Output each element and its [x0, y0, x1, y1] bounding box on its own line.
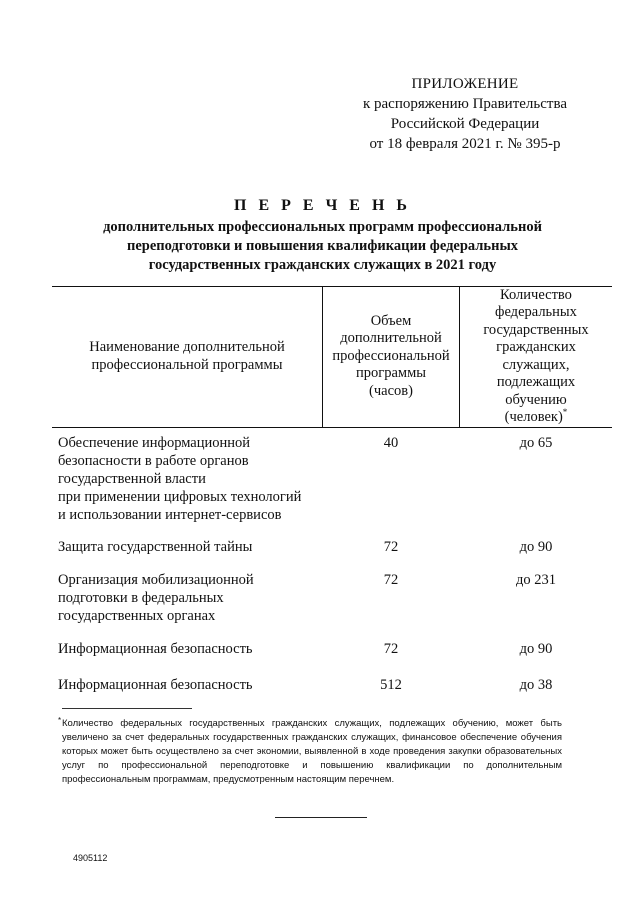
- appendix-line-2: Российской Федерации: [390, 116, 540, 132]
- header-line: служащих,: [502, 356, 570, 373]
- footnote-mark: *: [58, 716, 62, 725]
- appendix-heading: ПРИЛОЖЕНИЕ: [411, 76, 519, 92]
- program-name-line: подготовки в федеральных: [58, 590, 224, 606]
- appendix-block: [330, 74, 600, 154]
- header-line: профессиональной программы: [91, 356, 283, 373]
- program-hours: 72: [383, 641, 399, 657]
- appendix-line-3: от 18 февраля 2021 г. № 395-р: [369, 136, 561, 152]
- document-number: 4905112: [73, 853, 108, 863]
- table-header-rule: [52, 427, 612, 428]
- program-name-line: безопасности в работе органов: [58, 453, 249, 469]
- program-count: до 65: [519, 435, 553, 451]
- header-line-text: (человек): [504, 409, 563, 425]
- header-line: подлежащих: [496, 374, 576, 390]
- program-name-line: при применении цифровых технологий: [58, 489, 302, 505]
- header-line: обучению: [505, 391, 567, 408]
- program-name: [58, 538, 320, 556]
- footnote: [58, 716, 562, 787]
- program-name: [58, 571, 320, 625]
- program-hours: 72: [383, 539, 399, 555]
- subtitle-line-3: государственных гражданских служащих в 2021 году: [148, 257, 497, 273]
- program-count: до 38: [519, 677, 553, 693]
- program-name-line: государственных органах: [58, 608, 216, 624]
- program-name-line: государственной власти: [58, 471, 206, 487]
- header-line: Наименование дополнительной: [89, 339, 285, 355]
- footnote-separator: [62, 708, 192, 709]
- header-line: профессиональной: [332, 347, 450, 364]
- program-name-line: Организация мобилизационной: [58, 572, 254, 588]
- subtitle-line-1: дополнительных профессиональных программ профессиональной: [103, 219, 542, 235]
- header-line: федеральных: [495, 304, 577, 320]
- program-count: до 90: [519, 641, 553, 657]
- header-line: государственных: [483, 321, 589, 338]
- program-name-line: Обеспечение информационной: [58, 435, 251, 451]
- program-name: [58, 676, 320, 694]
- header-hours: [323, 286, 459, 427]
- program-count: до 90: [519, 539, 553, 555]
- program-name-line: и использовании интернет-сервисов: [58, 507, 282, 523]
- program-name: [58, 640, 320, 658]
- end-rule: [275, 817, 367, 818]
- header-line: Количество: [500, 286, 572, 303]
- program-name: [58, 434, 320, 524]
- program-count: до 231: [515, 572, 556, 588]
- program-name-line: Информационная безопасность: [58, 641, 253, 657]
- appendix-line-1: к распоряжению Правительства: [362, 96, 567, 112]
- header-line: [483, 409, 588, 427]
- program-name-line: Защита государственной тайны: [58, 539, 253, 555]
- header-program-name: [52, 286, 322, 427]
- program-name-line: Информационная безопасность: [58, 677, 253, 693]
- header-line: программы: [356, 365, 426, 382]
- header-line: гражданских: [496, 339, 576, 355]
- program-hours: 40: [383, 435, 399, 451]
- header-line: дополнительной: [340, 330, 442, 347]
- footnote-marker: *: [562, 407, 568, 418]
- header-line: Объем: [370, 312, 412, 329]
- header-line: (часов): [369, 382, 413, 399]
- title-word: П Е Р Е Ч Е Н Ь: [234, 197, 411, 214]
- header-participants: [460, 286, 612, 427]
- subtitle-line-2: переподготовки и повышения квалификации федеральных: [126, 238, 519, 254]
- program-hours: 72: [383, 572, 399, 588]
- footnote-text: Количество федеральных государственных гражданских служащих, подлежащих обучению, может быть увеличено за счет федеральных государственных гражданских служащих, финансовое обеспечение обучения которых может быть осуществлено за счет экономии, выявленной в ходе проведения закупки образовательных услуг по профессиональной переподготовке и повышению квалификации по дополнительным профессиональным программам, предусмотренным настоящим перечнем.: [62, 718, 562, 785]
- program-hours: 512: [380, 677, 402, 693]
- document-title: [40, 196, 605, 275]
